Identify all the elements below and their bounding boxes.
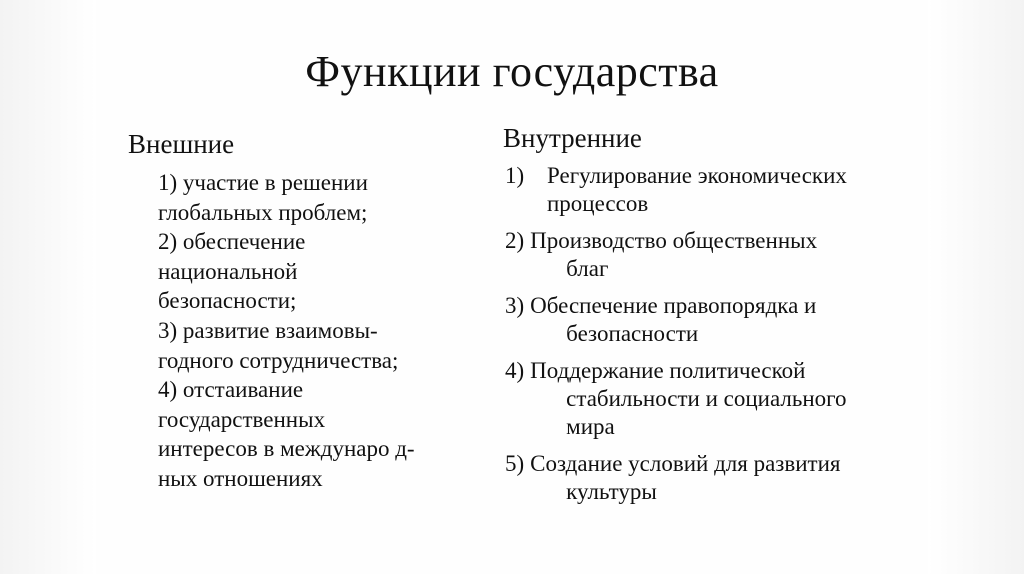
external-line: национальной <box>158 258 298 284</box>
item-number: 1) <box>505 163 525 188</box>
external-line: 4) отстаивание <box>158 377 304 403</box>
item-number: 2) <box>505 228 525 253</box>
item-line: культуры <box>566 479 657 504</box>
external-line: интересов в междунаро д- <box>158 436 415 462</box>
external-line: годного сотрудничества; <box>158 347 399 373</box>
slide-title: Функции государства <box>305 47 719 96</box>
item-line: благ <box>566 256 609 281</box>
internal-item-1 <box>505 162 1005 218</box>
item-line: безопасности <box>566 321 699 346</box>
internal-item-3 <box>505 292 1005 348</box>
item-number: 5) <box>505 451 525 476</box>
internal-item-4 <box>505 357 1005 441</box>
external-line: 3) развитие взаимовы- <box>158 317 378 343</box>
item-line: Обеспечение правопорядка и <box>530 293 817 318</box>
external-functions-heading: Внешние <box>128 129 235 159</box>
external-functions-list <box>158 168 498 494</box>
item-line: Производство общественных <box>530 228 818 253</box>
external-line: глобальных проблем; <box>158 199 368 225</box>
item-number: 3) <box>505 293 525 318</box>
external-line: безопасности; <box>158 288 297 314</box>
internal-functions-heading: Внутренние <box>503 123 642 153</box>
external-line: 2) обеспечение <box>158 229 306 255</box>
item-text <box>547 162 1005 218</box>
item-text <box>530 450 1005 506</box>
item-text <box>530 227 1005 283</box>
item-line: Поддержание политической <box>530 358 806 383</box>
item-line: Регулирование экономических <box>547 163 847 188</box>
item-text <box>530 357 1005 441</box>
external-line: 1) участие в решении <box>158 170 368 195</box>
internal-item-5 <box>505 450 1005 506</box>
item-line: мира <box>566 414 615 439</box>
item-line: процессов <box>547 191 649 216</box>
item-text <box>530 292 1005 348</box>
internal-item-2 <box>505 227 1005 283</box>
external-line: государственных <box>158 406 326 432</box>
external-line: ных отношениях <box>158 465 323 491</box>
item-number: 4) <box>505 358 525 383</box>
item-line: Создание условий для развития <box>530 451 841 476</box>
internal-functions-list <box>505 162 1005 515</box>
item-line: стабильности и социального <box>566 386 847 411</box>
